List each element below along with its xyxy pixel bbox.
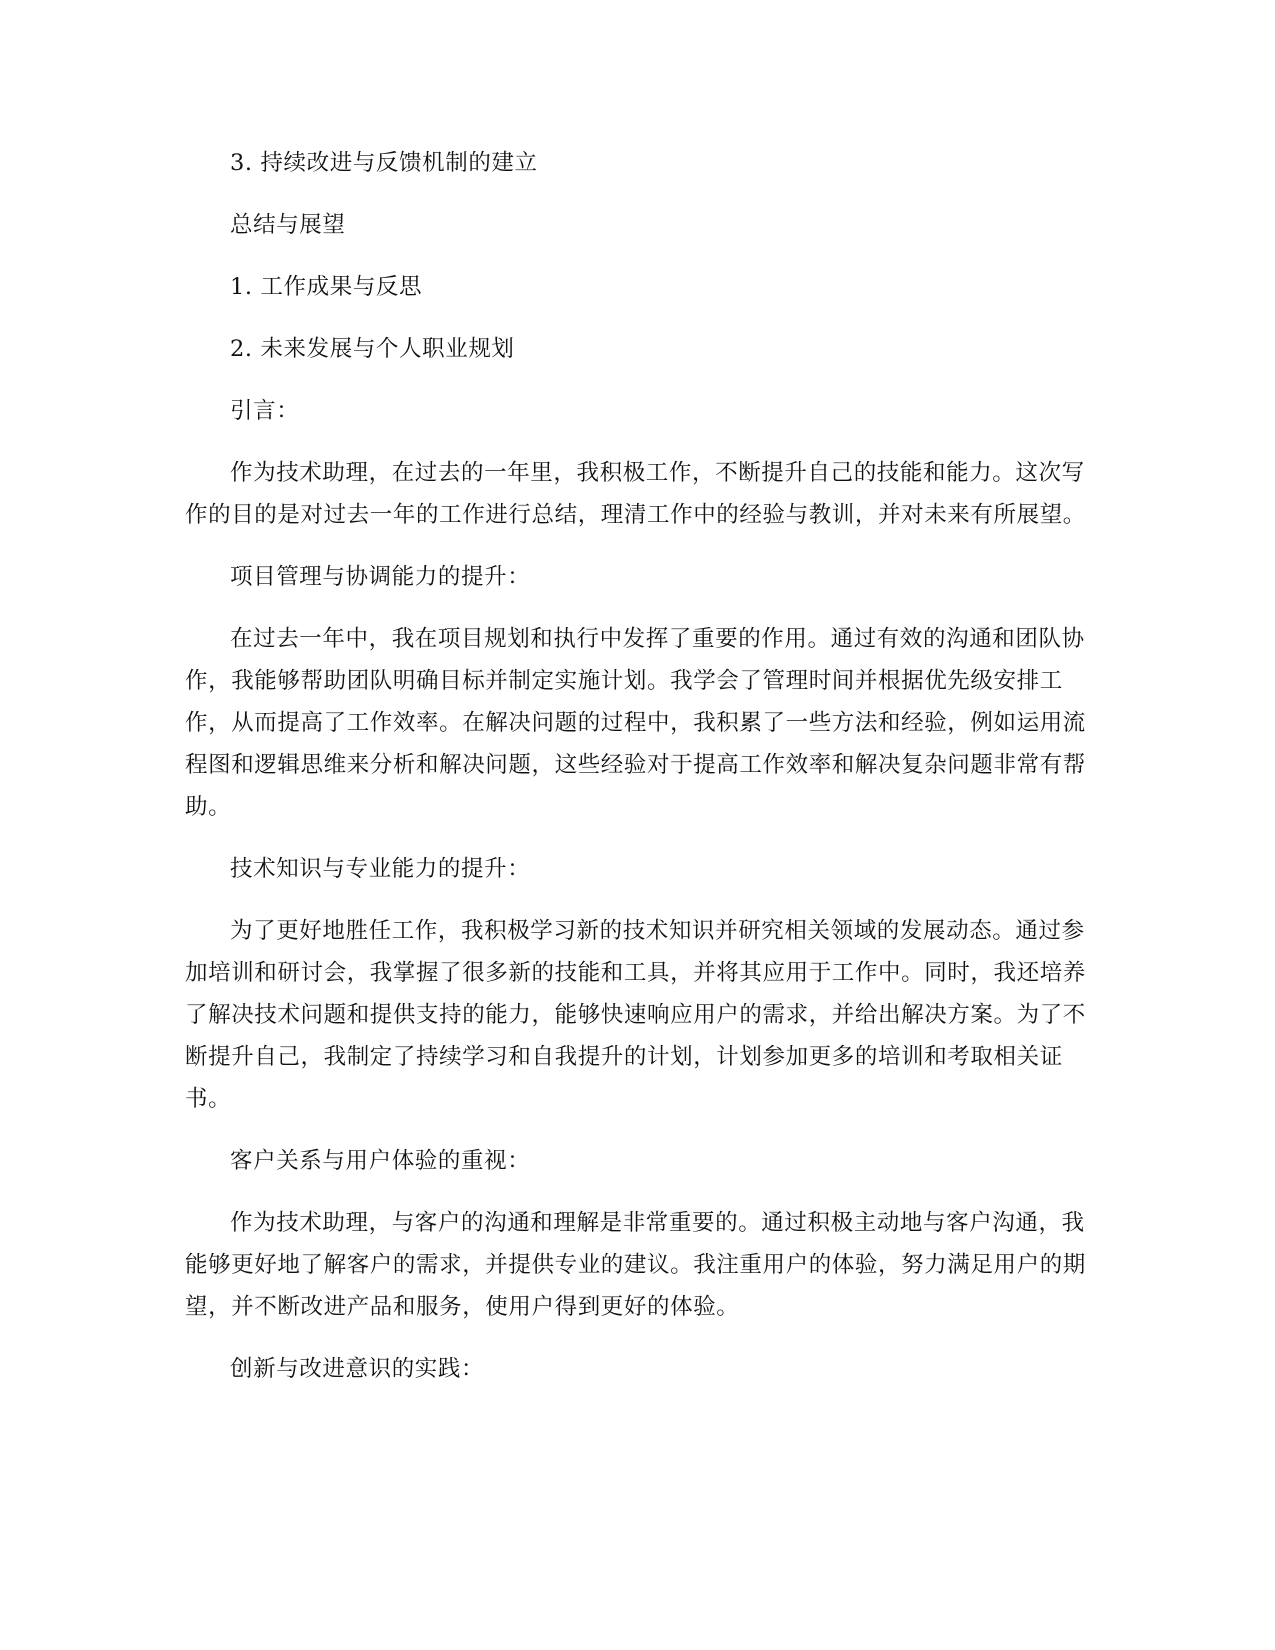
section-heading-project-management: 项目管理与协调能力的提升： [230,564,531,590]
section-heading-customer-relations: 客户关系与用户体验的重视： [230,1148,531,1174]
section-heading-innovation: 创新与改进意识的实践： [230,1356,485,1382]
document-body [185,142,1090,1390]
section-heading-technical-skills: 技术知识与专业能力的提升： [230,856,531,882]
list-item-future-career-plan: 2. 未来发展与个人职业规划 [230,336,515,362]
paragraph-technical-skills: 为了更好地胜任工作，我积极学习新的技术知识并研究相关领域的发展动态。通过参加培训和研讨会，我掌握了很多新的技能和工具，并将其应用于工作中。同时，我还培养了解决技术问题和提供支持的能力，能够快速响应用户的需求，并给出解决方案。为了不断提升自己，我制定了持续学习和自我提升的计划，计划参加更多的培训和考取相关证书。 [185,918,1086,1112]
paragraph-project-management: 在过去一年中，我在项目规划和执行中发挥了重要的作用。通过有效的沟通和团队协作，我能够帮助团队明确目标并制定实施计划。我学会了管理时间并根据优先级安排工作，从而提高了工作效率。在解决问题的过程中，我积累了一些方法和经验，例如运用流程图和逻辑思维来分析和解决问题，这些经验对于提高工作效率和解决复杂问题非常有帮助。 [185,626,1086,820]
paragraph-introduction: 作为技术助理，在过去的一年里，我积极工作，不断提升自己的技能和能力。这次写作的目的是对过去一年的工作进行总结，理清工作中的经验与教训，并对未来有所展望。 [185,460,1086,528]
paragraph-customer-relations: 作为技术助理，与客户的沟通和理解是非常重要的。通过积极主动地与客户沟通，我能够更好地了解客户的需求，并提供专业的建议。我注重用户的体验，努力满足用户的期望，并不断改进产品和服务，使用户得到更好的体验。 [185,1210,1086,1320]
list-item-improvement-feedback: 3. 持续改进与反馈机制的建立 [230,150,538,176]
section-heading-summary-outlook: 总结与展望 [230,212,346,238]
list-item-results-reflection: 1. 工作成果与反思 [230,274,423,300]
section-heading-introduction: 引言： [230,398,300,424]
